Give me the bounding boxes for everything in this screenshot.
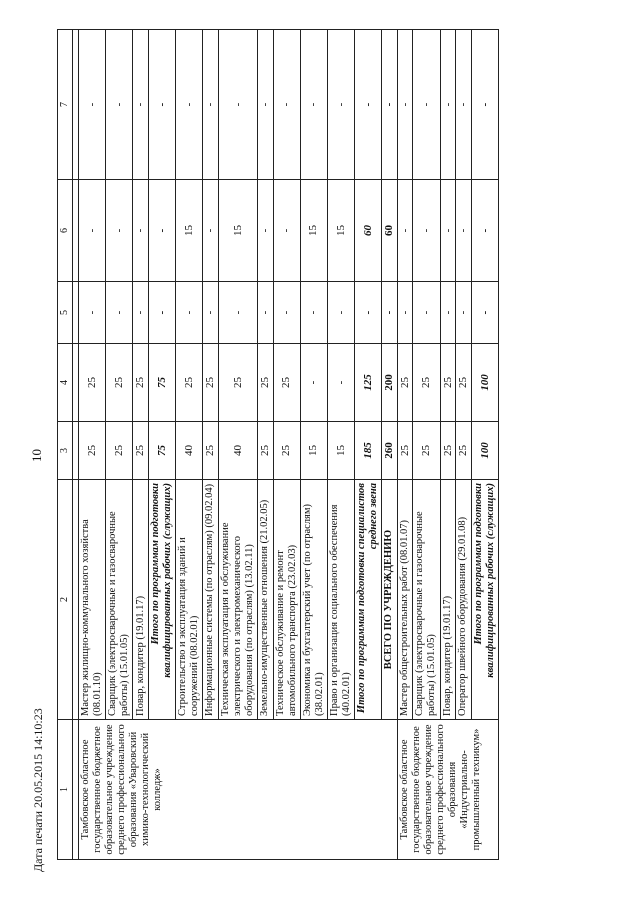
count-cell: - bbox=[354, 30, 381, 180]
count-cell: - bbox=[471, 30, 498, 180]
count-cell: - bbox=[456, 282, 472, 344]
table-row bbox=[79, 30, 106, 860]
program-name: Право и организация социального обеспечения (40.02.01) bbox=[327, 480, 354, 720]
count-cell: 100 bbox=[471, 422, 498, 480]
count-cell: 15 bbox=[300, 422, 327, 480]
program-name: Информационные системы (по отраслям) (09.02.04) bbox=[203, 480, 219, 720]
count-cell: - bbox=[440, 30, 456, 180]
count-cell: 25 bbox=[106, 344, 133, 422]
count-cell: - bbox=[257, 30, 273, 180]
count-cell: 25 bbox=[79, 344, 106, 422]
count-cell: 25 bbox=[413, 422, 440, 480]
count-cell: 15 bbox=[327, 422, 354, 480]
column-header: 3 bbox=[58, 422, 73, 480]
institution-name: Тамбовское областное государственное бюджетное образовательное учреждение среднего профессионального образования «Уваровский химико-технологический колледж» bbox=[79, 720, 398, 860]
program-name: Мастер жилищно-коммунального хозяйства (08.01.10) bbox=[79, 480, 106, 720]
column-header: 4 bbox=[58, 344, 73, 422]
count-cell: 40 bbox=[176, 422, 203, 480]
count-cell: 25 bbox=[176, 344, 203, 422]
count-cell: - bbox=[79, 180, 106, 282]
count-cell: 15 bbox=[218, 180, 257, 282]
count-cell: 75 bbox=[148, 422, 175, 480]
document-page bbox=[25, 20, 605, 880]
count-cell: 25 bbox=[456, 422, 472, 480]
count-cell: - bbox=[79, 30, 106, 180]
column-header: 6 bbox=[58, 180, 73, 282]
count-cell: 25 bbox=[106, 422, 133, 480]
column-number-row bbox=[58, 30, 73, 860]
count-cell: - bbox=[148, 282, 175, 344]
count-cell: 200 bbox=[382, 344, 398, 422]
count-cell: - bbox=[176, 282, 203, 344]
count-cell: - bbox=[413, 282, 440, 344]
count-cell: - bbox=[397, 30, 413, 180]
program-name: Мастер общестроительных работ (08.01.07) bbox=[397, 480, 413, 720]
count-cell: - bbox=[397, 282, 413, 344]
program-name: Земельно-имущественные отношения (21.02.05) bbox=[257, 480, 273, 720]
program-name: Экономика и бухгалтерский учет (по отраслям) (38.02.01) bbox=[300, 480, 327, 720]
column-header: 5 bbox=[58, 282, 73, 344]
count-cell: - bbox=[106, 30, 133, 180]
program-name: Оператор швейного оборудования (29.01.08) bbox=[456, 480, 472, 720]
count-cell: - bbox=[273, 180, 300, 282]
count-cell: - bbox=[133, 180, 149, 282]
count-cell: 25 bbox=[273, 422, 300, 480]
program-name: Сварщик (электросварочные и газосварочные работы) (15.01.05) bbox=[413, 480, 440, 720]
count-cell: - bbox=[300, 344, 327, 422]
program-name: Итого по программам подготовки специалистов среднего звена bbox=[354, 480, 381, 720]
count-cell: - bbox=[148, 180, 175, 282]
count-cell: 60 bbox=[354, 180, 381, 282]
count-cell: - bbox=[106, 282, 133, 344]
program-name: Техническое обслуживание и ремонт автомобильного транспорта (23.02.03) bbox=[273, 480, 300, 720]
count-cell: 25 bbox=[456, 344, 472, 422]
program-name: Сварщик (электросварочные и газосварочные работы) (15.01.05) bbox=[106, 480, 133, 720]
count-cell: - bbox=[413, 180, 440, 282]
column-header: 2 bbox=[58, 480, 73, 720]
count-cell: - bbox=[471, 180, 498, 282]
count-cell: 25 bbox=[397, 344, 413, 422]
count-cell: 100 bbox=[471, 344, 498, 422]
count-cell: - bbox=[382, 282, 398, 344]
count-cell: - bbox=[257, 282, 273, 344]
count-cell: - bbox=[327, 282, 354, 344]
count-cell: - bbox=[203, 282, 219, 344]
count-cell: - bbox=[397, 180, 413, 282]
program-name: Повар, кондитер (19.01.17) bbox=[133, 480, 149, 720]
count-cell: - bbox=[218, 30, 257, 180]
count-cell: 25 bbox=[203, 422, 219, 480]
count-cell: - bbox=[133, 30, 149, 180]
count-cell: - bbox=[413, 30, 440, 180]
count-cell: 25 bbox=[413, 344, 440, 422]
count-cell: - bbox=[203, 180, 219, 282]
count-cell: 40 bbox=[218, 422, 257, 480]
count-cell: 25 bbox=[257, 422, 273, 480]
count-cell: - bbox=[382, 30, 398, 180]
column-header: 7 bbox=[58, 30, 73, 180]
count-cell: - bbox=[327, 344, 354, 422]
count-cell: 25 bbox=[440, 344, 456, 422]
count-cell: - bbox=[354, 282, 381, 344]
count-cell: - bbox=[327, 30, 354, 180]
count-cell: - bbox=[471, 282, 498, 344]
program-name: Повар, кондитер (19.01.17) bbox=[440, 480, 456, 720]
table-body bbox=[79, 30, 499, 860]
admission-table bbox=[57, 29, 499, 860]
count-cell: - bbox=[176, 30, 203, 180]
institution-name: Тамбовское областное государственное бюджетное образовательное учреждение среднего профессионального образования «Индустриально-промышленный техникум» bbox=[397, 720, 498, 860]
count-cell: - bbox=[273, 282, 300, 344]
count-cell: - bbox=[300, 30, 327, 180]
column-header: 1 bbox=[58, 720, 73, 860]
count-cell: 60 bbox=[382, 180, 398, 282]
program-name: Итого по программам подготовки квалифицированных рабочих (служащих) bbox=[471, 480, 498, 720]
program-name: ВСЕГО ПО УЧРЕЖДЕНИЮ bbox=[382, 480, 398, 720]
count-cell: - bbox=[203, 30, 219, 180]
count-cell: - bbox=[257, 180, 273, 282]
count-cell: 15 bbox=[327, 180, 354, 282]
count-cell: 15 bbox=[176, 180, 203, 282]
count-cell: 25 bbox=[440, 422, 456, 480]
count-cell: 25 bbox=[273, 344, 300, 422]
program-name: Строительство и эксплуатация зданий и сооружений (08.02.01) bbox=[176, 480, 203, 720]
count-cell: 15 bbox=[300, 180, 327, 282]
count-cell: - bbox=[148, 30, 175, 180]
count-cell: - bbox=[273, 30, 300, 180]
count-cell: - bbox=[218, 282, 257, 344]
count-cell: - bbox=[456, 30, 472, 180]
count-cell: 75 bbox=[148, 344, 175, 422]
count-cell: - bbox=[456, 180, 472, 282]
count-cell: 185 bbox=[354, 422, 381, 480]
count-cell: 260 bbox=[382, 422, 398, 480]
count-cell: - bbox=[300, 282, 327, 344]
count-cell: - bbox=[79, 282, 106, 344]
program-name: Техническая эксплуатация и обслуживание электрического и электромеханического оборудования (по отраслям) (13.02.11) bbox=[218, 480, 257, 720]
count-cell: 25 bbox=[133, 422, 149, 480]
count-cell: 25 bbox=[203, 344, 219, 422]
count-cell: 125 bbox=[354, 344, 381, 422]
count-cell: 25 bbox=[257, 344, 273, 422]
count-cell: - bbox=[440, 180, 456, 282]
count-cell: 25 bbox=[218, 344, 257, 422]
print-date: Дата печати 20.05.2015 14:10:23 bbox=[31, 708, 45, 872]
count-cell: - bbox=[106, 180, 133, 282]
table-row bbox=[397, 30, 413, 860]
count-cell: - bbox=[440, 282, 456, 344]
count-cell: 25 bbox=[79, 422, 106, 480]
page-number: 10 bbox=[29, 449, 44, 462]
count-cell: - bbox=[133, 282, 149, 344]
count-cell: 25 bbox=[397, 422, 413, 480]
program-name: Итого по программам подготовки квалифицированных рабочих (служащих) bbox=[148, 480, 175, 720]
count-cell: 25 bbox=[133, 344, 149, 422]
